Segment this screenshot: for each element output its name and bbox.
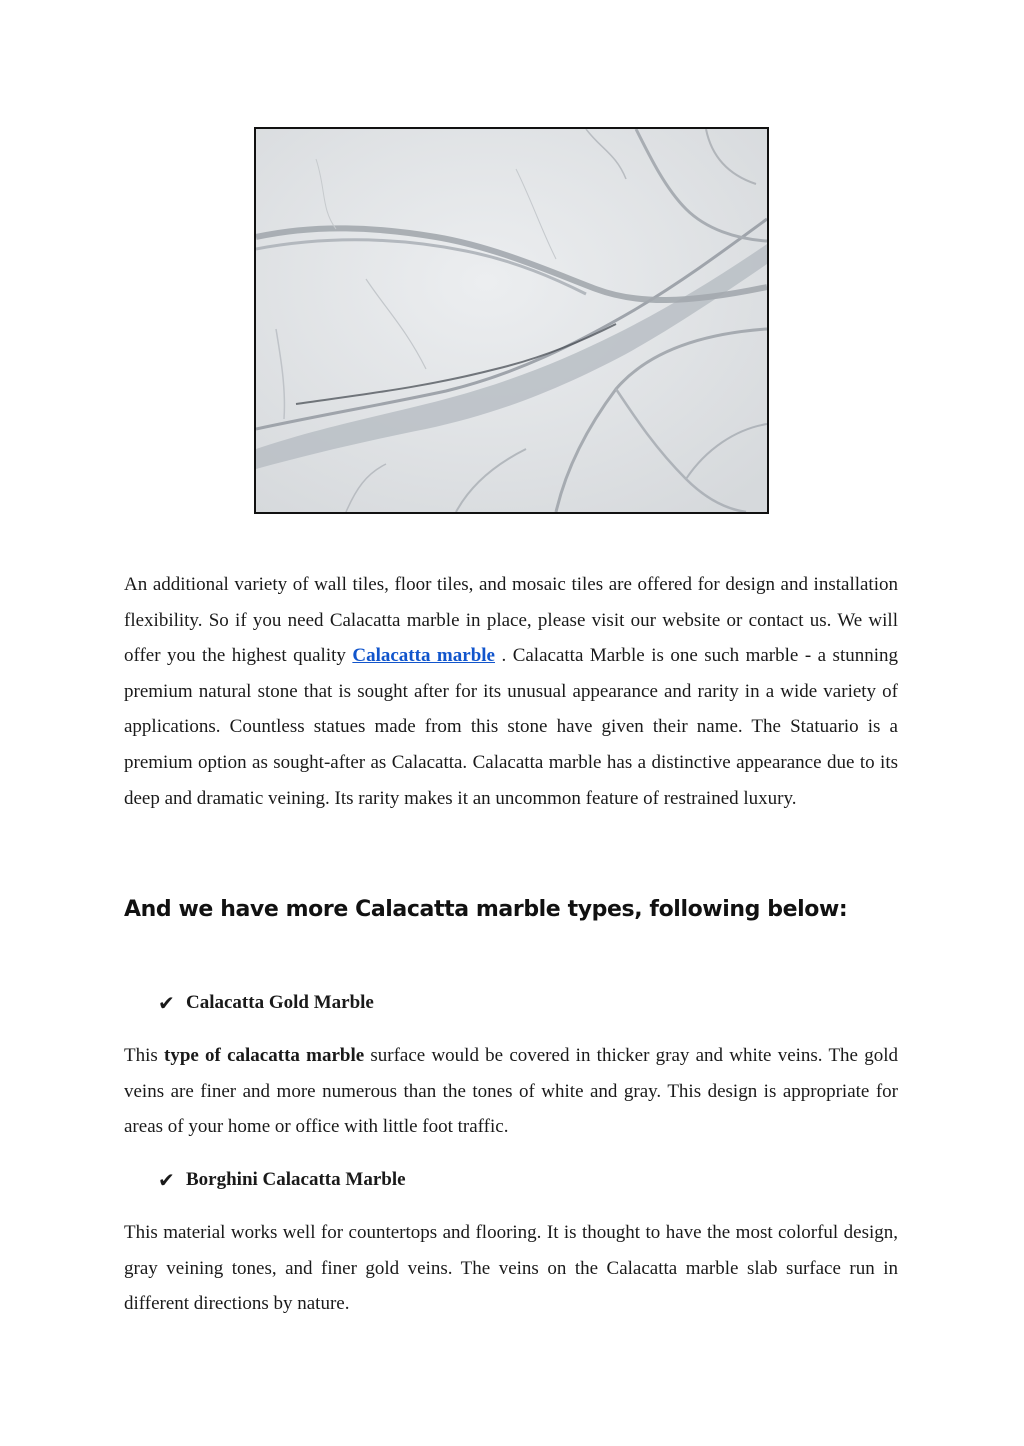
marble-type-description-borghini: This material works well for countertops and flooring. It is thought to have the most colorful design, gray veining tones, and finer gold veins. The veins on the Calacatta marble slab surface run in different directions by nature.	[124, 1222, 898, 1315]
calacatta-marble-image	[254, 127, 769, 514]
description-text: This	[124, 1045, 164, 1066]
marble-type-title: Calacatta Gold Marble	[186, 992, 374, 1013]
marble-vein-illustration	[256, 129, 767, 512]
section-heading: And we have more Calacatta marble types, following below:	[124, 897, 848, 922]
description-text: surface would be covered in thicker gray and white veins. The gold veins are finer and more numerous than the tones of white and gray. This design is appropriate for areas of your home or office with little foot traffic.	[124, 1045, 898, 1138]
checkmark-icon: ✔	[158, 1168, 175, 1192]
checkmark-icon: ✔	[158, 991, 175, 1015]
calacatta-marble-link[interactable]: Calacatta marble	[352, 645, 495, 667]
marble-type-item-borghini	[158, 1168, 406, 1192]
intro-paragraph	[124, 567, 898, 816]
marble-type-title: Borghini Calacatta Marble	[186, 1169, 406, 1190]
intro-text-before-link: An additional variety of wall tiles, floor tiles, and mosaic tiles are offered for design and installation flexibility. So if you need Calacatta marble in place, please visit our website or contact us. We will offer you the highest quality	[124, 574, 898, 667]
marble-type-item-gold	[158, 991, 374, 1015]
intro-text-after-link: . Calacatta Marble is one such marble - a stunning premium natural stone that is sought after for its unusual appearance and rarity in a wide variety of applications. Countless statues made from this stone have given their name. The Statuario is a premium option as sought-after as Calacatta. Calacatta marble has a distinctive appearance due to its deep and dramatic veining. Its rarity makes it an uncommon feature of restrained luxury.	[124, 645, 899, 809]
description-bold-text: type of calacatta marble	[164, 1045, 365, 1066]
marble-type-description-gold	[124, 1038, 898, 1145]
